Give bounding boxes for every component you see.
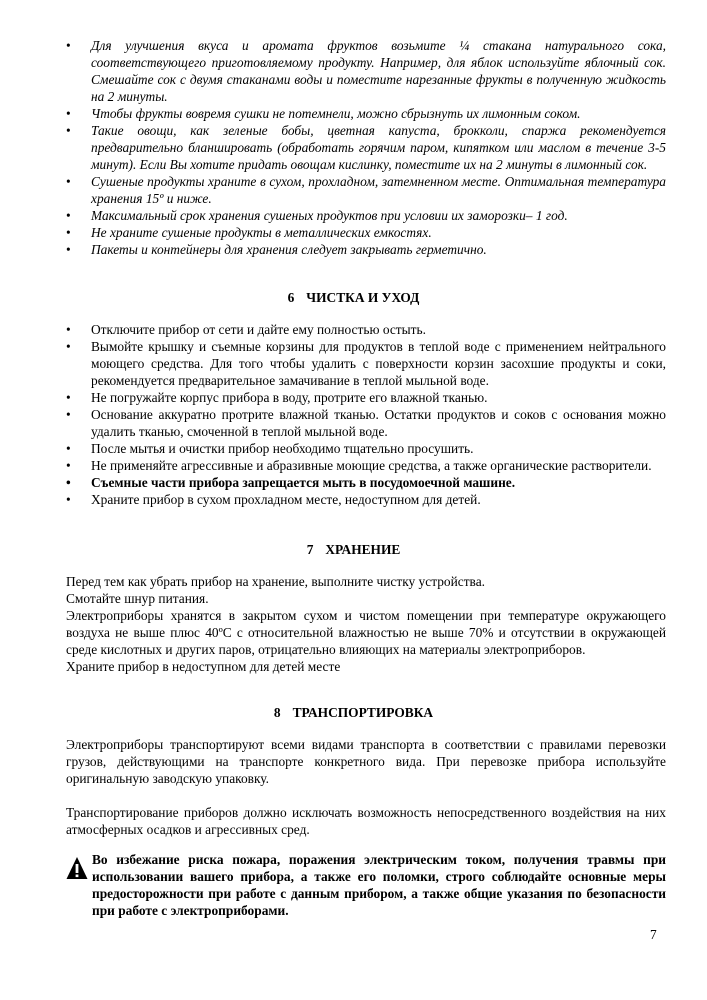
list-item: • Максимальный срок хранения сушеных продуктов при условии их заморозки– 1 год.: [66, 207, 666, 224]
section-heading-storage: [0, 541, 707, 558]
paragraph: Транспортирование приборов должно исключать возможность непосредственного воздействия на них атмосферных осадков и агрессивных сред.: [66, 805, 666, 837]
paragraph: Электроприборы транспортируют всеми видами транспорта в соответствии с правилами перевозки грузов, действующими на транспорте конкретного вида. При перевозке прибора используйте оригинальную заводскую упаковку.: [66, 737, 666, 786]
list-item: • Для улучшения вкуса и аромата фруктов возьмите ¼ стакана натурального сока, соответствующего приготовляемому продукту. Например, для яблок используйте яблочный сок. Смешайте сок с двумя стаканами воды и поместите нарезанные фрукты в полученную жидкость на 2 минуты.: [66, 37, 666, 105]
paragraph: Электроприборы хранятся в закрытом сухом и чистом помещении при температуре окружающего воздуха не выше плюс 40ºС с относительной влажностью не выше 70% и отсутствии в окружающей среде кислотных и других паров, отрицательно влияющих на материалы электроприборов.: [66, 608, 666, 657]
section-title: ХРАНЕНИЕ: [325, 542, 401, 557]
list-item: • Не храните сушеные продукты в металлических емкостях.: [66, 224, 666, 241]
list-item: • Сушеные продукты храните в сухом, прохладном, затемненном месте. Оптимальная температура хранения 15º и ниже.: [66, 173, 666, 207]
list-item: • Отключите прибор от сети и дайте ему полностью остыть.: [66, 321, 666, 338]
transport-text: [66, 736, 666, 838]
paragraph: Храните прибор в недоступном для детей месте: [66, 659, 341, 674]
list-item-bold: • Съемные части прибора запрещается мыть в посудомоечной машине.: [66, 474, 666, 491]
warning-triangle-icon: [66, 856, 88, 880]
section-number: 6: [287, 290, 295, 305]
list-item: • Вымойте крышку и съемные корзины для продуктов в теплой воде с применением нейтрального моющего средства. Для того чтобы удалить с поверхности корзин засохшие продукты и соки, рекомендуется предварительное замачивание в теплой мыльной воде.: [66, 338, 666, 389]
cleaning-list: [66, 321, 666, 508]
paragraph: Смотайте шнур питания.: [66, 591, 209, 606]
list-item: • Храните прибор в сухом прохладном месте, недоступном для детей.: [66, 491, 666, 508]
list-item: • Основание аккуратно протрите влажной тканью. Остатки продуктов и соков с основания можно удалить тканью, смоченной в теплой мыльной воде.: [66, 406, 666, 440]
section-title: ТРАНСПОРТИРОВКА: [292, 705, 434, 720]
warning-text: Во избежание риска пожара, поражения электрическим током, получения травмы при использовании вашего прибора, а также его поломки, строго соблюдайте основные меры предосторожности при работе с данным прибором, а также общие указания по безопасности при работе с электроприборами.: [92, 852, 666, 918]
list-item: • Не применяйте агрессивные и абразивные моющие средства, а также органические растворители.: [66, 457, 666, 474]
section-number: 7: [306, 542, 314, 557]
warning-block: [66, 851, 666, 919]
section-heading-transport: [0, 704, 707, 721]
section-title: ЧИСТКА И УХОД: [306, 290, 420, 305]
section-heading-cleaning: [0, 289, 707, 306]
list-item: • Не погружайте корпус прибора в воду, протрите его влажной тканью.: [66, 389, 666, 406]
list-item: • Пакеты и контейнеры для хранения следует закрывать герметично.: [66, 241, 666, 258]
list-item: • Чтобы фрукты вовремя сушки не потемнели, можно сбрызнуть их лимонным соком.: [66, 105, 666, 122]
list-item: • После мытья и очистки прибор необходимо тщательно просушить.: [66, 440, 666, 457]
page-number: 7: [650, 927, 657, 942]
section-number: 8: [273, 705, 281, 720]
storage-text: [66, 573, 666, 675]
list-item: • Такие овощи, как зеленые бобы, цветная капуста, брокколи, спаржа рекомендуется предварительно бланшировать (обработать горячим паром, кипятком или маслом в течение 3-5 минут). Если Вы хотите придать овощам кислинку, поместите их на 2 минуты в лимонный сок.: [66, 122, 666, 173]
tips-list: [66, 37, 666, 258]
paragraph: Перед тем как убрать прибор на хранение, выполните чистку устройства.: [66, 574, 485, 589]
